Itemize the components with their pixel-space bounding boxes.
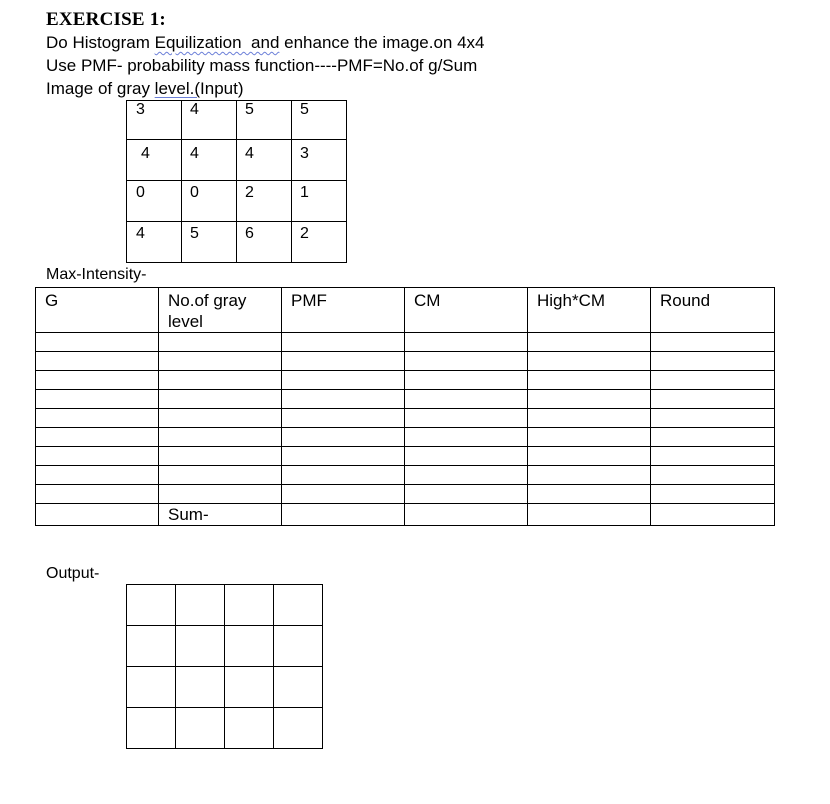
header-high-cm: High*CM (528, 288, 651, 333)
table-cell[interactable] (651, 352, 775, 371)
input-cell: 3 (127, 101, 182, 140)
table-row (36, 428, 775, 447)
table-cell[interactable] (159, 390, 282, 409)
table-cell[interactable] (651, 333, 775, 352)
table-row (36, 390, 775, 409)
input-cell: 4 (127, 140, 182, 181)
header-cm: CM (405, 288, 528, 333)
output-cell[interactable] (274, 585, 323, 626)
table-cell[interactable] (405, 333, 528, 352)
table-cell[interactable] (36, 409, 159, 428)
output-cell[interactable] (176, 708, 225, 749)
sum-label: Sum- (159, 504, 282, 526)
instruction-line-3-part-c: Input) (200, 79, 244, 98)
table-row (36, 466, 775, 485)
table-cell[interactable] (159, 466, 282, 485)
output-cell[interactable] (176, 585, 225, 626)
table-cell[interactable] (405, 409, 528, 428)
header-g: G (36, 288, 159, 333)
table-cell[interactable] (405, 447, 528, 466)
table-cell[interactable] (405, 466, 528, 485)
table-cell[interactable] (36, 447, 159, 466)
table-cell[interactable] (282, 485, 405, 504)
table-cell[interactable] (528, 504, 651, 526)
table-cell[interactable] (528, 485, 651, 504)
output-grid-row (127, 667, 323, 708)
table-cell[interactable] (159, 485, 282, 504)
histogram-equalization-table (35, 287, 775, 526)
input-grid-row (127, 140, 347, 181)
sum-row (36, 504, 775, 526)
table-cell[interactable] (651, 409, 775, 428)
input-cell: 0 (182, 181, 237, 222)
output-cell[interactable] (274, 708, 323, 749)
table-row (36, 447, 775, 466)
table-cell[interactable] (36, 352, 159, 371)
table-row (36, 352, 775, 371)
table-cell[interactable] (282, 504, 405, 526)
input-cell: 5 (292, 101, 347, 140)
table-cell[interactable] (405, 485, 528, 504)
output-cell[interactable] (225, 667, 274, 708)
table-cell[interactable] (651, 371, 775, 390)
instruction-line-1-part-a: Do Histogram (46, 33, 155, 52)
table-row (36, 409, 775, 428)
table-cell[interactable] (36, 390, 159, 409)
table-row (36, 371, 775, 390)
table-cell[interactable] (159, 447, 282, 466)
input-cell: 5 (237, 101, 292, 140)
output-grid-row (127, 708, 323, 749)
table-cell[interactable] (528, 409, 651, 428)
table-cell[interactable] (159, 409, 282, 428)
table-cell[interactable] (159, 428, 282, 447)
input-cell: 2 (237, 181, 292, 222)
output-cell[interactable] (225, 626, 274, 667)
max-intensity-label: Max-Intensity- (46, 266, 147, 283)
output-cell[interactable] (127, 585, 176, 626)
table-cell[interactable] (405, 390, 528, 409)
table-cell[interactable] (528, 447, 651, 466)
input-cell: 6 (237, 222, 292, 263)
table-cell[interactable] (651, 504, 775, 526)
table-cell[interactable] (528, 333, 651, 352)
header-pmf: PMF (282, 288, 405, 333)
table-cell[interactable] (36, 504, 159, 526)
table-cell[interactable] (282, 333, 405, 352)
input-cell: 0 (127, 181, 182, 222)
input-cell: 1 (292, 181, 347, 222)
input-cell: 3 (292, 140, 347, 181)
table-cell[interactable] (528, 428, 651, 447)
input-cell: 4 (127, 222, 182, 263)
header-no-of-gray-level: No.of gray level (159, 288, 282, 333)
table-cell[interactable] (528, 390, 651, 409)
output-cell[interactable] (274, 667, 323, 708)
instruction-line-3 (46, 79, 244, 99)
table-cell[interactable] (528, 352, 651, 371)
output-cell[interactable] (176, 667, 225, 708)
table-cell[interactable] (405, 352, 528, 371)
table-cell[interactable] (651, 447, 775, 466)
table-cell[interactable] (159, 352, 282, 371)
output-cell[interactable] (176, 626, 225, 667)
table-cell[interactable] (159, 333, 282, 352)
output-grid-row (127, 626, 323, 667)
table-cell[interactable] (159, 371, 282, 390)
input-cell: 4 (182, 140, 237, 181)
output-image-grid (126, 584, 323, 749)
output-cell[interactable] (127, 667, 176, 708)
table-cell[interactable] (651, 485, 775, 504)
table-cell[interactable] (282, 352, 405, 371)
table-cell[interactable] (651, 428, 775, 447)
instruction-line-3-part-a: Image of gray (46, 79, 155, 98)
output-cell[interactable] (274, 626, 323, 667)
output-cell[interactable] (127, 708, 176, 749)
table-cell[interactable] (528, 466, 651, 485)
table-cell[interactable] (282, 466, 405, 485)
instruction-line-1-part-c: enhance the image.on 4x4 (279, 33, 485, 52)
table-cell[interactable] (528, 371, 651, 390)
table-cell[interactable] (282, 447, 405, 466)
output-label: Output- (46, 565, 100, 582)
table-cell[interactable] (282, 390, 405, 409)
output-cell[interactable] (127, 626, 176, 667)
table-cell[interactable] (36, 333, 159, 352)
table-cell[interactable] (405, 504, 528, 526)
input-grid-row (127, 101, 347, 140)
table-cell[interactable] (282, 409, 405, 428)
table-cell[interactable] (36, 485, 159, 504)
exercise-title: EXERCISE 1: (46, 9, 166, 30)
input-image-grid (126, 100, 347, 263)
header-round: Round (651, 288, 775, 333)
table-cell[interactable] (36, 466, 159, 485)
output-grid-row (127, 585, 323, 626)
instruction-line-2: Use PMF- probability mass function----PMF=No.of g/Sum (46, 56, 478, 75)
input-cell: 2 (292, 222, 347, 263)
table-cell[interactable] (282, 371, 405, 390)
input-grid-row (127, 222, 347, 263)
output-cell[interactable] (225, 585, 274, 626)
table-row (36, 333, 775, 352)
table-cell[interactable] (651, 466, 775, 485)
instruction-line-1 (46, 33, 485, 53)
output-cell[interactable] (225, 708, 274, 749)
table-cell[interactable] (405, 428, 528, 447)
table-cell[interactable] (282, 428, 405, 447)
table-cell[interactable] (36, 428, 159, 447)
table-cell[interactable] (651, 390, 775, 409)
instruction-line-1-part-b: Equilization and (154, 33, 280, 52)
input-cell: 4 (182, 101, 237, 140)
table-header-row (36, 288, 775, 333)
instruction-line-3-part-b: level.( (154, 79, 201, 98)
table-cell[interactable] (36, 371, 159, 390)
input-grid-row (127, 181, 347, 222)
table-row (36, 485, 775, 504)
input-cell: 5 (182, 222, 237, 263)
table-cell[interactable] (405, 371, 528, 390)
input-cell: 4 (237, 140, 292, 181)
